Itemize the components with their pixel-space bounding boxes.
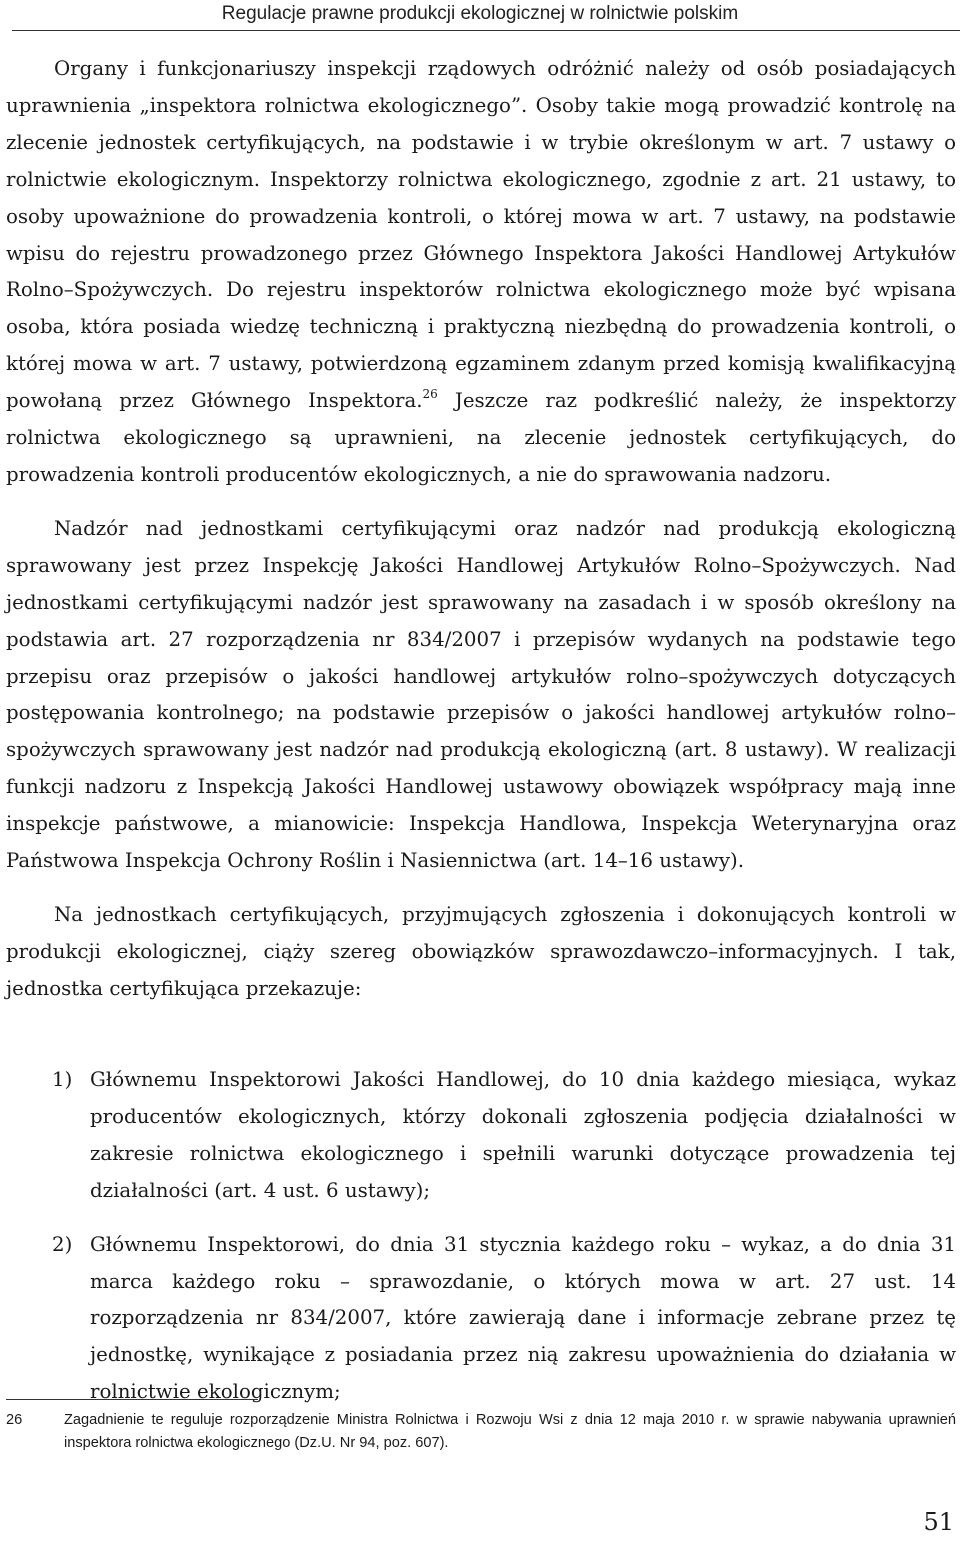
list-item-text: Głównemu Inspektorowi, do dnia 31 stycznia każdego roku – wykaz, a do dnia 31 marca każdego roku – sprawozdanie, o których mowa w art. 27 ust. 14 rozporządzenia nr 834/2007, które zawierają dane i informacje zebrane przez tę jednostkę, wynikające z posiadania przez nią zakresu upoważnienia do działania w rolnictwie ekologicznym;	[90, 1232, 956, 1404]
paragraph-1	[6, 51, 956, 494]
running-head-title: Regulacje prawne produkcji ekologicznej w rolnictwie polskim	[221, 3, 739, 24]
list-item-marker: 1)	[52, 1068, 73, 1091]
paragraph-2: Nadzór nad jednostkami certyfikującymi oraz nadzór nad produkcją ekologiczną sprawowany jest przez Inspekcję Jakości Handlowej Artykułów Rolno–Spożywczych. Nad jednostkami certyfikującymi nadzór jest sprawowany na zasadach i w sposób określony na podstawia art. 27 rozporządzenia nr 834/2007 i przepisów wydanych na podstawie tego przepisu oraz przepisów o jakości handlowej artykułów rolno–spożywczych dotyczących postępowania kontrolnego; na podstawie przepisów o jakości handlowej artykułów rolno–spożywczych sprawowany jest nadzór nad produkcją ekologiczną (art. 8 ustawy). W realizacji funkcji nadzoru z Inspekcją Jakości Handlowej ustawowy obowiązek współpracy mają inne inspekcje państwowe, a mianowicie: Inspekcja Handlowa, Inspekcja Weterynaryjna oraz Państwowa Inspekcja Ochrony Roślin i Nasiennictwa (art. 14–16 ustawy).	[6, 516, 956, 873]
footnote	[6, 1409, 956, 1455]
page-number: 51	[923, 1508, 954, 1536]
body-text	[6, 51, 956, 1008]
footnote-text: Zagadnienie te reguluje rozporządzenie Ministra Rolnictwa i Rozwoju Wsi z dnia 12 maja 2010 r. w sprawie nabywania uprawnień inspektora rolnictwa ekologicznego (Dz.U. Nr 94, poz. 607).	[64, 1412, 956, 1451]
footnote-number: 26	[6, 1412, 23, 1428]
list-item	[6, 1062, 956, 1210]
list-item	[6, 1227, 956, 1412]
header-divider	[12, 30, 960, 31]
paragraph-1-text-a: Organy i funkcjonariuszy inspekcji rządowych odróżnić należy od osób posiadających uprawnienia „inspektora rolnictwa ekologicznego”. Osoby takie mogą prowadzić kontrolę na zlecenie jednostek certyfikujących, na podstawie i w trybie określonym w art. 7 ustawy o rolnictwie ekologicznym. Inspektorzy rolnictwa ekologicznego, zgodnie z art. 21 ustawy, to osoby upoważnione do prowadzenia kontroli, o której mowa w art. 7 ustawy, na podstawie wpisu do rejestru prowadzonego przez Głównego Inspektora Jakości Handlowej Artykułów Rolno–Spożywczych. Do rejestru inspektorów rolnictwa ekologicznego może być wpisana osoba, która posiada wiedzę techniczną i praktyczną niezbędną do prowadzenia kontroli, o której mowa w art. 7 ustawy, potwierdzoną egzaminem zdanym przed komisją kwalifikacyjną powołaną przez Głównego Inspektora.	[6, 57, 956, 413]
paragraph-1-text-b: Jeszcze raz podkreślić należy, że inspektorzy rolnictwa ekologicznego są uprawnieni, na zlecenie jednostek certyfikujących, do prowadzenia kontroli producentów ekologicznych, a nie do sprawowania nadzoru.	[6, 389, 956, 486]
list-item-marker: 2)	[52, 1232, 73, 1256]
numbered-list	[6, 1062, 956, 1428]
running-head	[0, 0, 960, 30]
footnote-reference[interactable]: 26	[422, 387, 438, 402]
footnote-divider	[6, 1399, 258, 1400]
paragraph-3: Na jednostkach certyfikujących, przyjmujących zgłoszenia i dokonujących kontroli w produkcji ekologicznej, ciąży szereg obowiązków sprawozdawczo–informacyjnych. I tak, jednostka certyfikująca przekazuje:	[6, 902, 956, 1000]
list-item-text: Głównemu Inspektorowi Jakości Handlowej, do 10 dnia każdego miesiąca, wykaz producentów ekologicznych, którzy dokonali zgłoszenia podjęcia działalności w zakresie rolnictwa ekologicznego i spełnili warunki dotyczące prowadzenia tej działalności (art. 4 ust. 6 ustawy);	[90, 1068, 956, 1202]
